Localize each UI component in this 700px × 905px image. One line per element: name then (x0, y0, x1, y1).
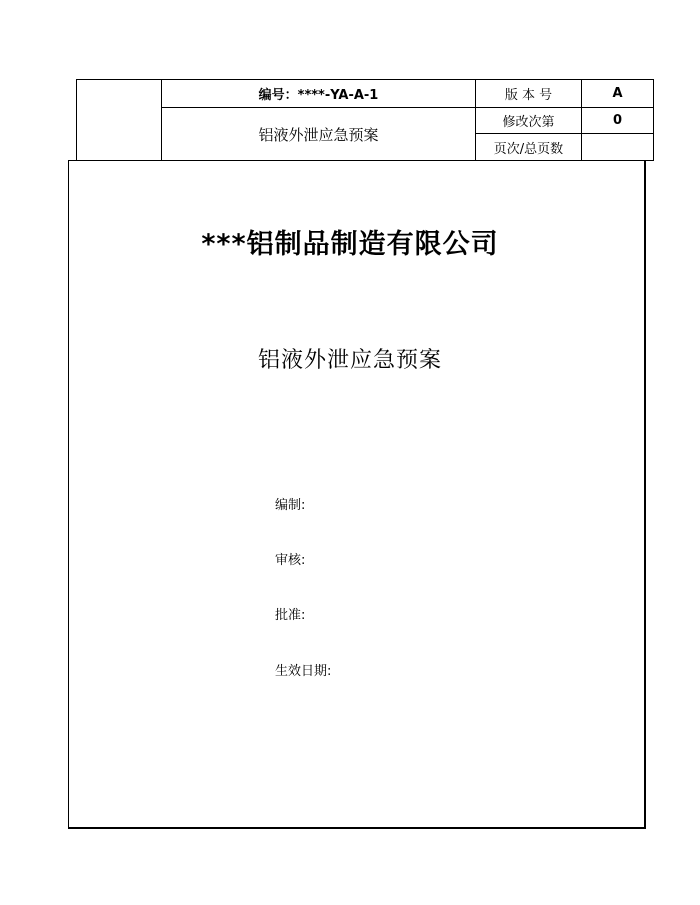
version-label: 版 本 号 (476, 80, 582, 108)
header-logo-cell (77, 80, 162, 161)
doc-title: 铝液外泄应急预案 (162, 108, 476, 161)
revision-label: 修改次第 (476, 108, 582, 134)
approved-by-label: 批准: (275, 608, 306, 623)
prepared-by-label: 编制: (275, 498, 306, 513)
pages-value (582, 134, 654, 161)
document-header-table (76, 79, 654, 161)
company-name: ***铝制品制造有限公司 (201, 229, 499, 260)
pages-label: 页次/总页数 (476, 134, 582, 161)
doc-number: 编号：****-YA-A-1 (162, 80, 476, 108)
reviewed-by-label: 审核: (275, 553, 306, 568)
plan-title: 铝液外泄应急预案 (257, 348, 442, 373)
revision-value: 0 (582, 108, 654, 134)
version-value: A (582, 80, 654, 108)
effective-date-label: 生效日期: (275, 664, 332, 679)
